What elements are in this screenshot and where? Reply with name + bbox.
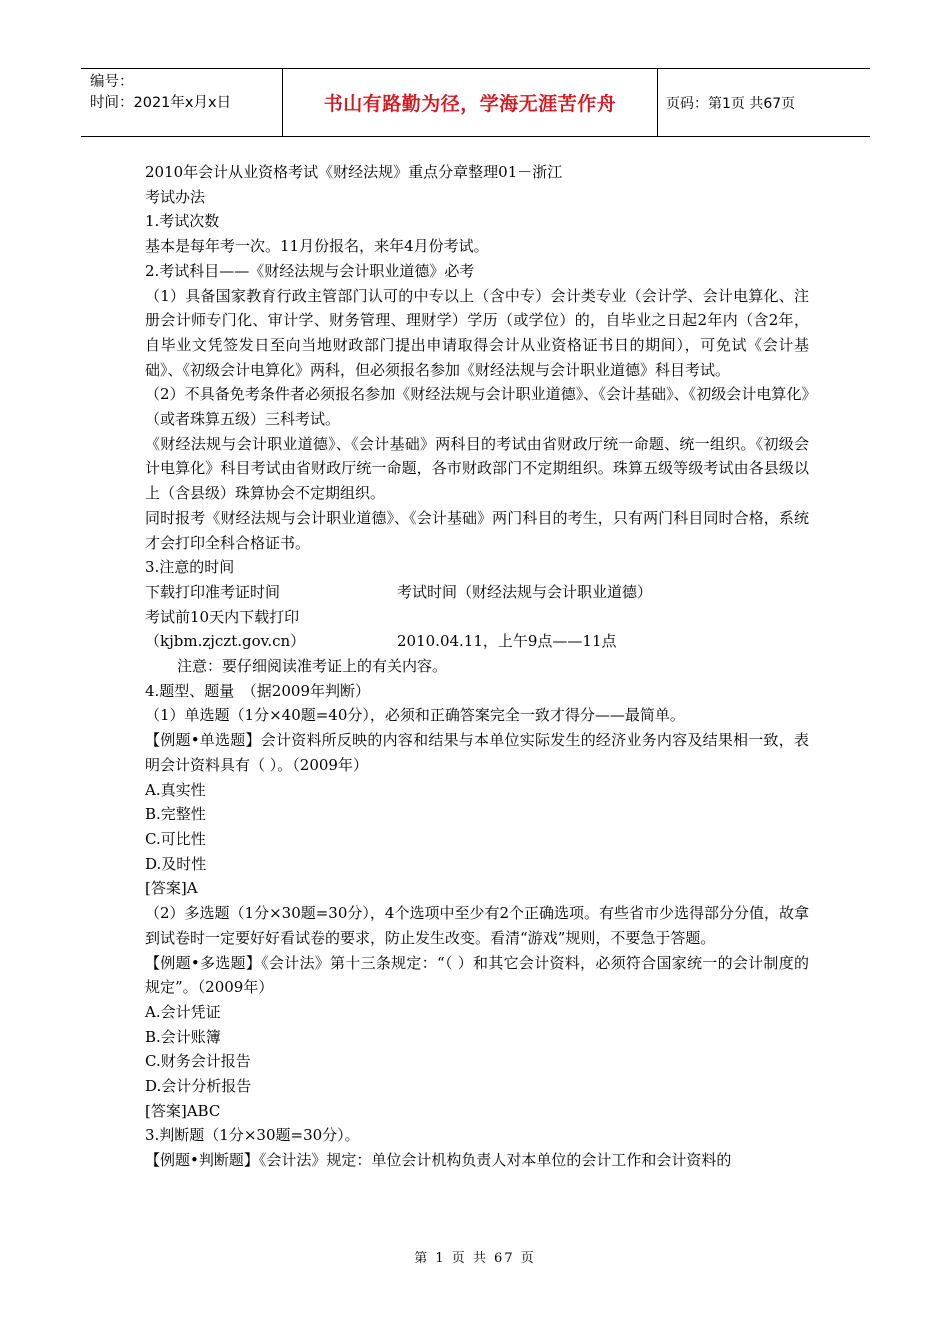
time-table-row — [145, 605, 809, 630]
option: A.真实性 — [145, 780, 206, 799]
time-table-cell: 2010.04.11，上午9点——11点 — [397, 632, 617, 651]
answer: [答案]A — [145, 879, 198, 898]
example-question: 【例题•单选题】会计资料所反映的内容和结果与本单位实际发生的经济业务内容及结果相一致，表明会计资料具有（ ）。（2009年） — [145, 731, 809, 774]
subheading: 4.题型、题量 （据2009年判断） — [145, 681, 370, 700]
header-motto: 书山有路勤为径，学海无涯苦作舟 — [323, 93, 617, 115]
paragraph: （2）多选题（1分×30题=30分），4个选项中至少有2个正确选项。有些省市少选得部分分值，故拿到试卷时一定要好好看试卷的要求，防止发生改变。看清“游戏”规则，不要急于答题。 — [145, 904, 809, 947]
page-footer: 第 1 页 共 67 页 — [414, 1251, 536, 1266]
subheading: 3.判断题（1分×30题=30分）。 — [145, 1126, 360, 1145]
doc-date-label: 时间：2021年x月x日 — [90, 95, 232, 111]
example-question: 【例题•多选题】《会计法》第十三条规定：“（ ）和其它会计资料，必须符合国家统一的会计制度的规定”。（2009年） — [145, 953, 809, 997]
time-table-cell: 考试前10天内下载打印 — [145, 607, 300, 626]
answer: [答案]ABC — [145, 1101, 221, 1120]
option: C.财务会计报告 — [145, 1052, 251, 1071]
time-table-row — [145, 580, 809, 605]
option: B.完整性 — [145, 805, 206, 824]
doc-title: 2010年会计从业资格考试《财经法规》重点分章整理01－浙江 — [145, 163, 563, 181]
time-table-cell: 考试时间（财经法规与会计职业道德） — [397, 582, 653, 601]
option: D.会计分析报告 — [145, 1077, 252, 1096]
paragraph: 同时报考《财经法规与会计职业道德》、《会计基础》两门科目的考生，只有两门科目同时合格，系统才会打印全科合格证书。 — [145, 508, 809, 552]
time-table-cell: （kjbm.zjczt.gov.cn） — [145, 632, 306, 651]
option: A.会计凭证 — [145, 1002, 221, 1021]
note: 注意：要仔细阅读准考证上的有关内容。 — [177, 657, 448, 676]
paragraph: （2）不具备免考条件者必须报名参加《财经法规与会计职业道德》、《会计基础》、《初级会计电算化》（或者珠算五级）三科考试。 — [145, 385, 809, 429]
option: D.及时性 — [145, 854, 207, 873]
time-table-cell: 下载打印准考证时间 — [145, 582, 281, 601]
option: B.会计账簿 — [145, 1027, 221, 1046]
section-heading: 考试办法 — [145, 187, 206, 206]
paragraph: 《财经法规与会计职业道德》、《会计基础》两科目的考试由省财政厅统一命题、统一组织。《初级会计电算化》科目考试由省财政厅统一命题，各市财政部门不定期组织。珠算五级等级考试由各县级以上（含县级）珠算协会不定期组织。 — [145, 434, 809, 503]
header-meta — [90, 72, 231, 114]
option: C.可比性 — [145, 829, 206, 848]
paragraph: （1）单选题（1分×40题=40分），必须和正确答案完全一致才得分——最简单。 — [145, 706, 685, 725]
doc-number-label: 编号： — [90, 74, 134, 90]
subheading: 1.考试次数 — [145, 212, 220, 231]
example-question: 【例题•判断题】《会计法》规定：单位会计机构负责人对本单位的会计工作和会计资料的 — [145, 1151, 732, 1170]
document-body — [145, 160, 809, 1173]
paragraph: 基本是每年考一次。11月份报名，来年4月份考试。 — [145, 237, 489, 256]
page-header — [81, 68, 870, 137]
time-table-row — [145, 629, 809, 654]
subheading: 3.注意的时间 — [145, 558, 235, 577]
subheading: 2.考试科目——《财经法规与会计职业道德》必考 — [145, 261, 475, 280]
paragraph: （1）具备国家教育行政主管部门认可的中专以上（含中专）会计类专业（会计学、会计电算化、注册会计师专门化、审计学、财务管理、理财学）学历（或学位）的，自毕业之日起2年内（含2年，自毕业文凭签发日至向当地财政部门提出申请取得会计从业资格证书日的期间），可免试《会计基础》、《初级会计电算化》两科，但必须报名参加《财经法规与会计职业道德》科目考试。 — [145, 286, 809, 379]
header-page-info: 页码：第1页 共67页 — [666, 96, 796, 112]
header-divider — [657, 69, 658, 136]
